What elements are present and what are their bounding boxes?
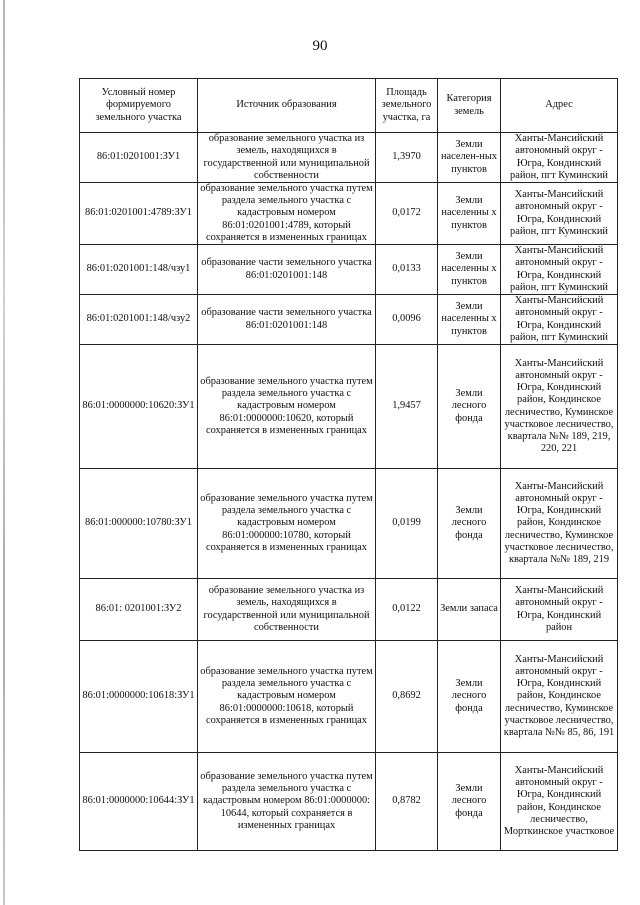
area-cell: 0,0172 bbox=[376, 183, 438, 245]
table-row bbox=[80, 753, 618, 851]
scan-edge bbox=[3, 0, 5, 905]
area-cell: 0,0133 bbox=[376, 245, 438, 295]
category-cell: Земли населенны х пунктов bbox=[438, 245, 501, 295]
plot-number-cell: 86:01:0201001:148/чзу2 bbox=[80, 295, 198, 345]
plot-number-cell: 86:01:0000000:10644:ЗУ1 bbox=[80, 753, 198, 851]
table-row bbox=[80, 579, 618, 641]
address-cell: Ханты-Мансийский автономный округ - Югра, Кондинский район, пгт Куминский bbox=[501, 245, 618, 295]
source-cell: образование земельного участка путем раздела земельного участка с кадастровым номером 86:01:0000000: 10644, который сохраняется в измененных границах bbox=[198, 753, 376, 851]
page-number: 90 bbox=[312, 38, 328, 54]
plot-number-cell: 86:01:0201001:4789:ЗУ1 bbox=[80, 183, 198, 245]
address-cell: Ханты-Мансийский автономный округ - Югра, Кондинский район, Кондинское лесничество, Куминское участковое лесничество, квартала №№ 85, 86, 191 bbox=[501, 641, 618, 753]
header-source: Источник образования bbox=[198, 79, 376, 133]
table-row bbox=[80, 641, 618, 753]
area-cell: 0,0122 bbox=[376, 579, 438, 641]
source-cell: образование земельного участка путем раздела земельного участка с кадастровым номером 86:01:0000000:10618, который сохраняется в измененных границах bbox=[198, 641, 376, 753]
source-cell: образование земельного участка из земель, находящихся в государственной или муниципальной собственности bbox=[198, 133, 376, 183]
plot-number-cell: 86:01: 0201001:ЗУ2 bbox=[80, 579, 198, 641]
plot-number-cell: 86:01:0201001:148/чзу1 bbox=[80, 245, 198, 295]
category-cell: Земли лесного фонда bbox=[438, 753, 501, 851]
plot-number-cell: 86:01:000000:10780:ЗУ1 bbox=[80, 469, 198, 579]
category-cell: Земли лесного фонда bbox=[438, 469, 501, 579]
address-cell: Ханты-Мансийский автономный округ - Югра, Кондинский район, пгт Куминский bbox=[501, 183, 618, 245]
plot-number-cell: 86:01:0000000:10618:ЗУ1 bbox=[80, 641, 198, 753]
table-row bbox=[80, 245, 618, 295]
area-cell: 1,3970 bbox=[376, 133, 438, 183]
plot-number-cell: 86:01:0000000:10620:ЗУ1 bbox=[80, 345, 198, 469]
address-cell: Ханты-Мансийский автономный округ - Югра, Кондинский район, пгт Куминский bbox=[501, 295, 618, 345]
category-cell: Земли населен-ных пунктов bbox=[438, 133, 501, 183]
area-cell: 1,9457 bbox=[376, 345, 438, 469]
header-category: Категория земель bbox=[438, 79, 501, 133]
table-row bbox=[80, 295, 618, 345]
source-cell: образование земельного участка путем раздела земельного участка с кадастровым номером 86:01:0000000:10620, который сохраняется в измененных границах bbox=[198, 345, 376, 469]
area-cell: 0,0096 bbox=[376, 295, 438, 345]
table-header-row bbox=[80, 79, 618, 133]
source-cell: образование земельного участка из земель, находящихся в государственной или муниципальной собственности bbox=[198, 579, 376, 641]
address-cell: Ханты-Мансийский автономный округ - Югра, Кондинский район, пгт Куминский bbox=[501, 133, 618, 183]
area-cell: 0,0199 bbox=[376, 469, 438, 579]
source-cell: образование части земельного участка 86:01:0201001:148 bbox=[198, 245, 376, 295]
area-cell: 0,8692 bbox=[376, 641, 438, 753]
table-row bbox=[80, 469, 618, 579]
table-row bbox=[80, 183, 618, 245]
address-cell: Ханты-Мансийский автономный округ - Югра, Кондинский район, Кондинское лесничество, Морткинское участковое bbox=[501, 753, 618, 851]
header-area: Площадь земельного участка, га bbox=[376, 79, 438, 133]
category-cell: Земли лесного фонда bbox=[438, 641, 501, 753]
source-cell: образование земельного участка путем раздела земельного участка с кадастровым номером 86:01:000000:10780, который сохраняется в измененных границах bbox=[198, 469, 376, 579]
land-plots-table bbox=[79, 78, 618, 851]
category-cell: Земли населенны х пунктов bbox=[438, 295, 501, 345]
table-row bbox=[80, 345, 618, 469]
table-row bbox=[80, 133, 618, 183]
address-cell: Ханты-Мансийский автономный округ - Югра, Кондинский район, Кондинское лесничество, Куминское участковое лесничество, квартала №№ 189, 219 bbox=[501, 469, 618, 579]
header-plot-number: Условный номер формируемого земельного участка bbox=[80, 79, 198, 133]
header-address: Адрес bbox=[501, 79, 618, 133]
source-cell: образование части земельного участка 86:01:0201001:148 bbox=[198, 295, 376, 345]
category-cell: Земли лесного фонда bbox=[438, 345, 501, 469]
category-cell: Земли запаса bbox=[438, 579, 501, 641]
area-cell: 0,8782 bbox=[376, 753, 438, 851]
address-cell: Ханты-Мансийский автономный округ - Югра, Кондинский район, Кондинское лесничество, Куминское участковое лесничество, квартала №№ 189, 219, 220, 221 bbox=[501, 345, 618, 469]
source-cell: образование земельного участка путем раздела земельного участка с кадастровым номером 86:01:0201001:4789, который сохраняется в измененных границах bbox=[198, 183, 376, 245]
category-cell: Земли населенны х пунктов bbox=[438, 183, 501, 245]
address-cell: Ханты-Мансийский автономный округ - Югра, Кондинский район bbox=[501, 579, 618, 641]
plot-number-cell: 86:01:0201001:ЗУ1 bbox=[80, 133, 198, 183]
